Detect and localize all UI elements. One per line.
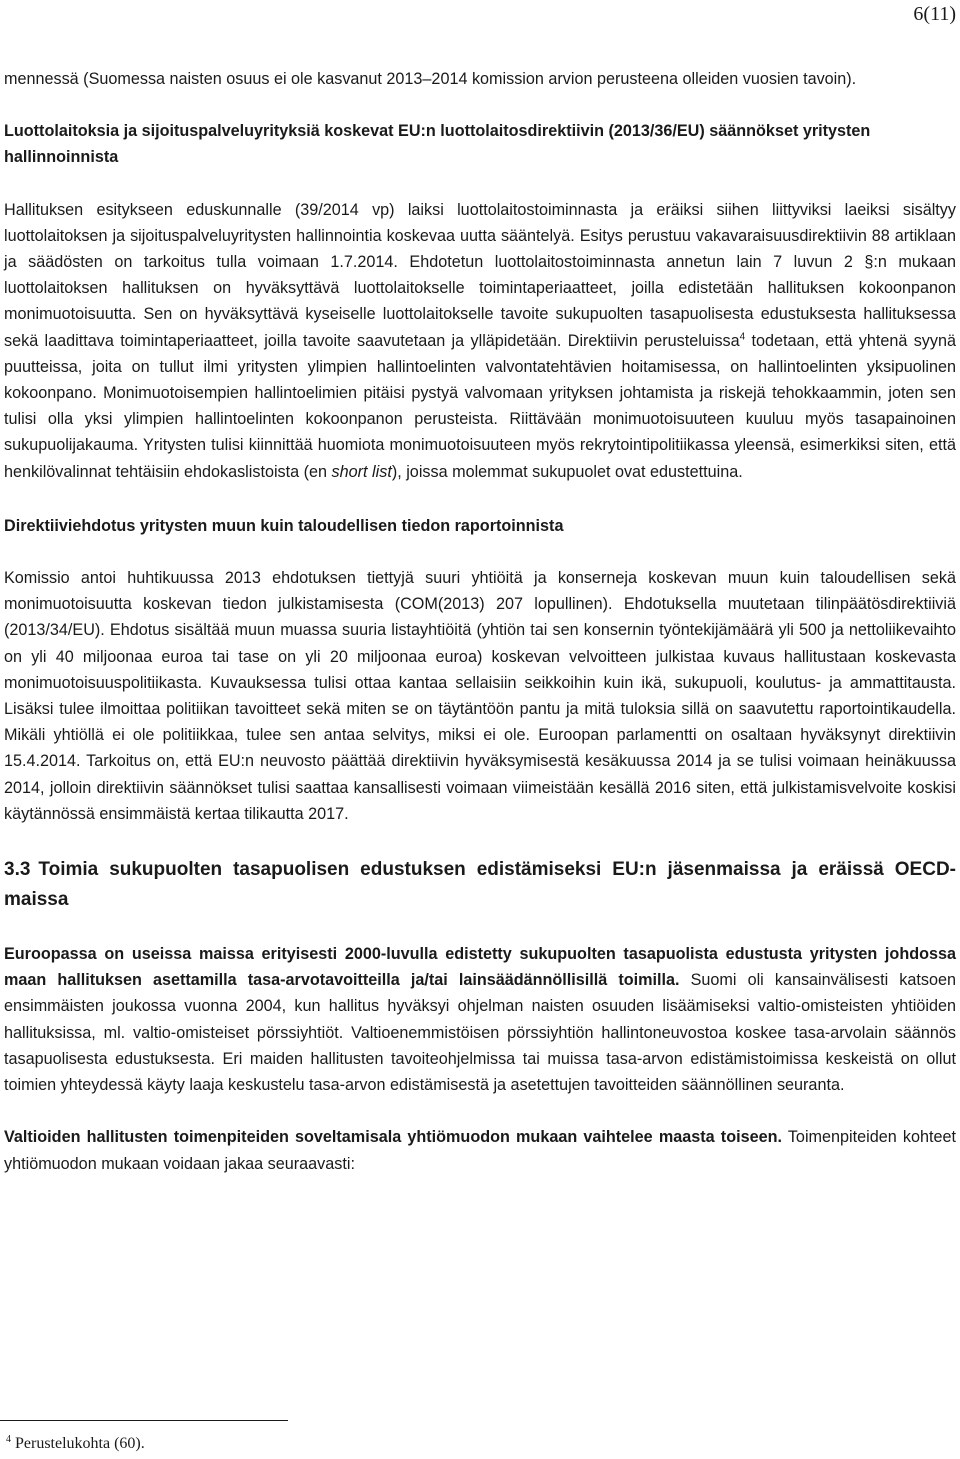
footnote-reference[interactable]: 4: [739, 331, 746, 343]
spacer: [4, 1098, 956, 1124]
paragraph-europe: [4, 941, 956, 1098]
spacer: [4, 827, 956, 855]
page-number: 6(11): [913, 3, 956, 25]
paragraph-europe-lead: Euroopassa on useissa maissa erityisesti 2000-luvulla edistetty sukupuolten tasapuolista edustusta yritysten johdossa maan hallituksen asettamilla tasa-arvotavoitteilla ja/tai lainsäädännöllisillä toimilla.: [4, 945, 956, 990]
footnote: [6, 1434, 145, 1454]
spacer: [4, 92, 956, 118]
short-list-term: short list: [331, 462, 392, 481]
paragraph-scope-lead: Valtioiden hallitusten toimenpiteiden soveltamisala yhtiömuodon mukaan vaihtelee maasta toiseen.: [4, 1128, 782, 1147]
footnote-divider: [0, 1420, 288, 1421]
paragraph-text-part2: todetaan, että yhtenä syynä puutteissa, joita on tullut ilmi yritysten ylimpien hallintoelinten valvontatehtävien hoitamisessa, on hallintoelinten yksipuolinen kokoonpano. Monimuotoisempien hallintoelimien pitäisi pystyä valvomaan yrityksen johtamista ja riskejä tehokkaammin, joten sen tulisi olla yksi ylimpien hallintoelinten kokoonpanon perusteista. Riittävään monimuotoisuuteen kuuluu myös tasapainoinen sukupuolijakauma. Yritysten tulisi kiinnittää huomiota monimuotoisuuteen myös rekrytointipolitiikassa yleensä, esimerkiksi siten, että henkilövalinnat tehtäisiin ehdokaslistoista (en: [4, 331, 957, 481]
paragraph-text-part1: Hallituksen esitykseen eduskunnalle (39/2014 vp) laiksi luottolaitostoiminnasta ja eräiksi siihen liittyviksi laeiksi sisältyy luottolaitoksen ja sijoituspalveluyritysten hallinnointia koskevaa uutta sääntelyä. Esitys perustuu vakavaraisuusdirektiivin 88 artiklaan ja säädösten on tarkoitus tulla voimaan 1.7.2014. Ehdotetun luottolaitostoiminnasta annetun lain 7 luvun 2 §:n mukaan luottolaitoksen hallituksen on hyväksyttävä luottolaitokselle toimintaperiaatteet, joilla edistetään hallituksen kokoonpanon monimuotoisuutta. Sen on hyväksyttävä kyseiselle luottolaitokselle tavoite sukupuolten tasapuolisesta edustuksesta hallituksessa sekä laadittava toimintaperiaatteet, joilla tavoite saavutetaan ja ylläpidetään. Direktiivin perusteluissa: [4, 200, 956, 350]
footnote-mark: 4: [6, 1433, 11, 1445]
spacer: [4, 485, 956, 513]
document-body: [4, 66, 956, 1177]
section-heading: [4, 855, 956, 915]
heading-directive-proposal: Direktiiviehdotus yritysten muun kuin taloudellisen tiedon raportoinnista: [4, 516, 564, 535]
paragraph-text-part3: ), joissa molemmat sukupuolet ovat edustettuina.: [391, 462, 743, 481]
section-number: 3.3: [4, 859, 31, 881]
paragraph-government-proposal: [4, 197, 956, 485]
intro-paragraph: mennessä (Suomessa naisten osuus ei ole kasvanut 2013–2014 komission arvion perusteena olleiden vuosien tavoin).: [4, 70, 857, 88]
heading-credit-institutions: Luottolaitoksia ja sijoituspalveluyrityksiä koskevat EU:n luottolaitosdirektiivin (2013/36/EU) säännökset yritysten hallinnoinnista: [4, 122, 871, 167]
paragraph-scope: [4, 1124, 956, 1176]
spacer: [4, 539, 956, 565]
spacer: [4, 171, 956, 197]
footnote-text: Perustelukohta (60).: [15, 1435, 145, 1452]
paragraph-commission-proposal: Komissio antoi huhtikuussa 2013 ehdotuksen tiettyjä suuri yhtiöitä ja konserneja koskevan muun kuin taloudellisen sekä monimuotoisuutta koskevan tiedon julkistamisesta (COM(2013) 207 lopullinen). Ehdotuksella muutetaan tilinpäätösdirektiiviä (2013/34/EU). Ehdotus sisältää muun muassa suuria listayhtiöitä (yhtiön tai sen konsernin työntekijämäärä yli 500 ja nettoliikevaihto on yli 40 miljoonaa euroa tai tase on yli 20 miljoonaa euroa) koskevan velvoitteen julkistaa kuvaus hallitustaan koskevasta monimuotoisuuspolitiikasta. Kuvauksessa tulisi ottaa kantaa sellaisiin seikkoihin kuin ikä, sukupuoli, koulutus- ja ammattitausta. Lisäksi tulee ilmoittaa politiikan tavoitteet sekä miten se on täytäntöön pantu ja mitä tuloksia sillä on saavutettu raportointikaudella. Mikäli yhtiöllä ei ole politiikkaa, tulee sen antaa selvitys, miksi ei ole. Euroopan parlamentti on osaltaan hyväksynyt direktiivin 15.4.2014. Tarkoitus on, että EU:n neuvosto päättää direktiivin hyväksymisestä kesäkuussa 2014 ja se tulisi voimaan heinäkuussa 2014, jolloin direktiivin säännökset tulisi saattaa kansallisesti voimaan viimeistään kesällä 2016 siten, että julkistamisvelvoite koskisi käytännössä ensimmäistä kertaa tilikautta 2017.: [4, 569, 956, 823]
section-title: Toimia sukupuolten tasapuolisen edustuksen edistämiseksi EU:n jäsenmaissa ja eräissä OECD-maissa: [4, 859, 956, 911]
paragraph-europe-text: Suomi oli kansainvälisesti katsoen ensimmäisten joukossa vuonna 2004, kun hallitus hyväksyi ohjelman naisten osuuden lisäämiseksi valtio-omisteisten yhtiöiden hallituksissa, ml. valtio-omisteiset pörssiyhtiöt. Valtioenemmistöisen pörssiyhtiön hallintoneuvostoa koskee tasa-arvolain säännös tasapuolisesta edustuksesta. Eri maiden hallitusten tavoiteohjelmissa tai muissa tasa-arvon edistämistoimissa keskeistä on ollut toimien yhteydessä käyty laaja keskustelu tasa-arvon edistämisestä ja asetettujen tavoitteiden säännöllinen seuranta.: [4, 971, 956, 1095]
paragraph-scope-text: Toimenpiteiden kohteet yhtiömuodon mukaan voidaan jakaa seuraavasti:: [4, 1128, 956, 1173]
spacer: [4, 915, 956, 941]
